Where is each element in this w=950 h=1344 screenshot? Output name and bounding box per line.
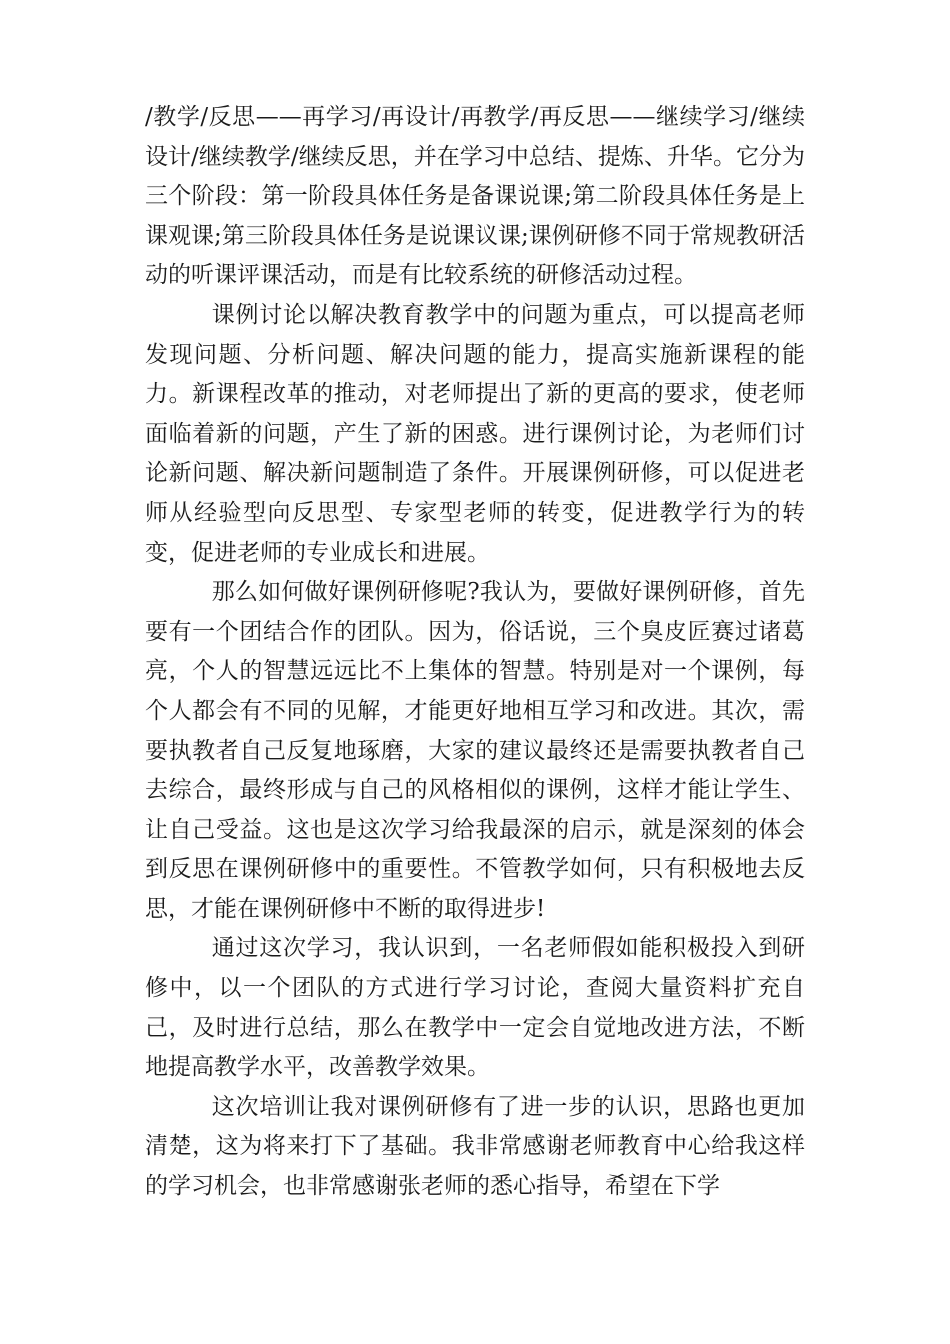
paragraph-learning-insight: 通过这次学习，我认识到，一名老师假如能积极投入到研修中，以一个团队的方式进行学习讨论，查阅大量资料扩充自己，及时进行总结，那么在教学中一定会自觉地改进方法，不断地提高教学水平，改善教学效果。 (145, 935, 805, 1081)
paragraph-continuation: /教学/反思——再学习/再设计/再教学/再反思——继续学习/继续设计/继续教学/继续反思，并在学习中总结、提炼、升华。它分为三个阶段：第一阶段具体任务是备课说课;第二阶段具体任务是上课观课;第三阶段具体任务是说课议课;课例研修不同于常规教研活动的听课评课活动，而是有比较系统的研修活动过程。 (145, 104, 805, 289)
paragraph-training-thanks: 这次培训让我对课例研修有了进一步的认识，思路也更加清楚，这为将来打下了基础。我非常感谢老师教育中心给我这样的学习机会，也非常感谢张老师的悉心指导，希望在下学 (145, 1093, 805, 1200)
document-body (145, 98, 805, 1207)
paragraph-how-to: 那么如何做好课例研修呢?我认为，要做好课例研修，首先要有一个团结合作的团队。因为，俗话说，三个臭皮匠赛过诸葛亮，个人的智慧远远比不上集体的智慧。特别是对一个课例，每个人都会有不同的见解，才能更好地相互学习和改进。其次，需要执教者自己反复地琢磨，大家的建议最终还是需要执教者自己去综合，最终形成与自己的风格相似的课例，这样才能让学生、让自己受益。这也是这次学习给我最深的启示，就是深刻的体会到反思在课例研修中的重要性。不管教学如何，只有积极地去反思，才能在课例研修中不断的取得进步! (145, 579, 805, 922)
paragraph-case-discussion: 课例讨论以解决教育教学中的问题为重点，可以提高老师发现问题、分析问题、解决问题的能力，提高实施新课程的能力。新课程改革的推动，对老师提出了新的更高的要求，使老师面临着新的问题，产生了新的困惑。进行课例讨论，为老师们讨论新问题、解决新问题制造了条件。开展课例研修，可以促进老师从经验型向反思型、专家型老师的转变，促进教学行为的转变，促进老师的专业成长和进展。 (145, 301, 805, 566)
